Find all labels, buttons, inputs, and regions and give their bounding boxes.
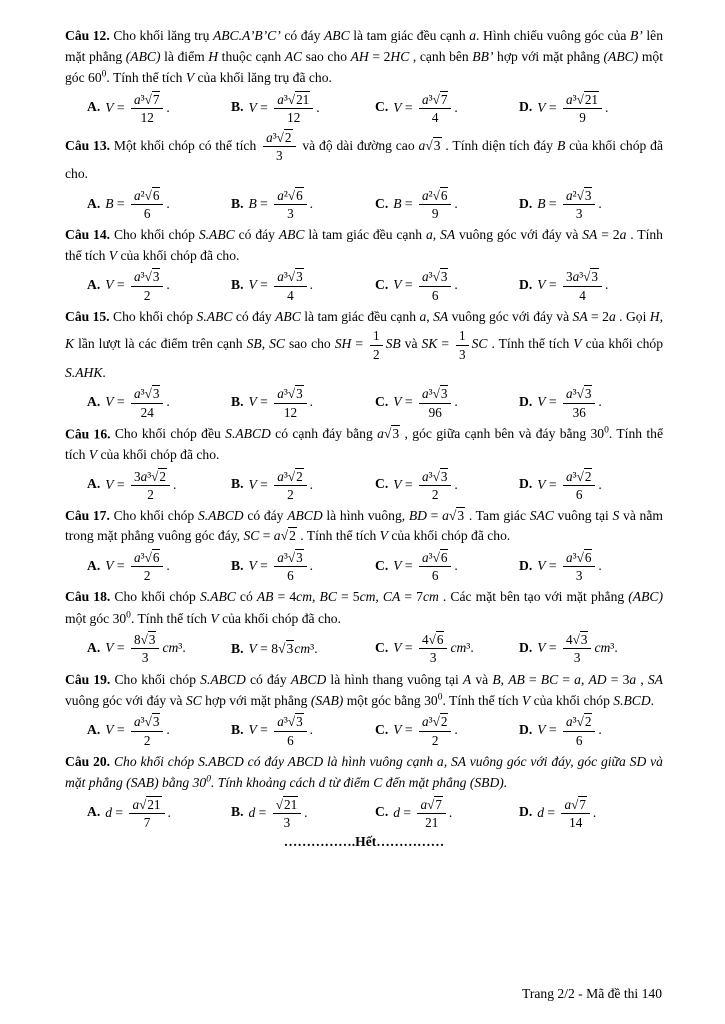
sqrt-expression: √3 <box>144 386 160 402</box>
text-run: . <box>309 277 314 293</box>
question <box>65 424 663 503</box>
answer-option <box>519 268 663 303</box>
end-marker: …………….Hết…………… <box>283 833 445 849</box>
question-number: Câu 17. <box>65 507 110 523</box>
text-run: cm³. <box>594 640 618 656</box>
option-label: B. <box>231 394 244 410</box>
question <box>65 670 663 749</box>
fraction: $\frac{\text{a²√6}}{6}$ <box>131 188 163 221</box>
text-run: V = <box>537 476 560 492</box>
fraction: $\frac{a√7}{21}$ <box>417 797 445 830</box>
option-label: A. <box>87 277 101 293</box>
sqrt-expression: √3 <box>287 714 303 730</box>
answer-option <box>87 549 231 584</box>
sqrt-expression: √2 <box>576 714 592 730</box>
answer-options <box>65 268 663 303</box>
fraction: $\frac{a√21}{7}$ <box>129 797 164 830</box>
sqrt-expression: √21 <box>576 91 598 107</box>
question-list <box>65 26 663 831</box>
sqrt-expression: √7 <box>427 796 442 812</box>
sqrt-expression: √2 <box>280 528 296 544</box>
text-run: . <box>173 476 177 492</box>
option-label: B. <box>231 195 244 211</box>
text-run: V = <box>393 640 416 656</box>
text-run: V = <box>248 476 272 492</box>
text-run: V = <box>105 394 128 410</box>
text-run: . <box>598 722 602 738</box>
text-run: . <box>598 557 602 573</box>
text-run: SB và SK = <box>385 336 454 352</box>
text-run: Cho khối chóp đều S.ABCD có cạnh đáy bằng a√3 , góc giữa cạnh bên và đáy bằng $30^0$. Tính thể tích V của khối chóp đã cho. <box>65 425 663 462</box>
answer-option <box>87 796 231 831</box>
answer-options <box>65 631 663 666</box>
option-label: C. <box>375 476 389 492</box>
answer-option <box>231 187 375 222</box>
question-body <box>65 752 663 794</box>
answer-option <box>375 549 519 584</box>
question-number: Câu 15. <box>65 308 110 324</box>
fraction: $\frac{\text{a³√3}}{24}$ <box>131 386 163 419</box>
question-body <box>65 587 663 629</box>
sqrt-expression: √3 <box>576 386 592 402</box>
text-run: V = <box>537 557 560 573</box>
fraction: $\frac{\text{a³√2}}{6}$ <box>563 714 595 747</box>
sqrt-expression: √2 <box>276 129 292 145</box>
sqrt-expression: √7 <box>144 91 160 107</box>
answer-option <box>231 713 375 748</box>
answer-option <box>519 631 663 666</box>
question <box>65 129 663 222</box>
question-number: Câu 20. <box>65 753 111 769</box>
option-label: A. <box>87 640 101 656</box>
text-run: V = <box>393 277 416 293</box>
answer-option <box>87 468 231 503</box>
text-run: V = <box>537 640 560 656</box>
question-body <box>65 307 663 384</box>
option-label: D. <box>519 476 533 492</box>
question <box>65 506 663 585</box>
answer-option <box>87 631 231 666</box>
text-run: . <box>605 277 609 293</box>
fraction: $\frac{\text{a³√3}}{36}$ <box>563 386 595 419</box>
option-label: A. <box>87 99 101 115</box>
text-run: Cho khối lăng trụ ABC.A’B’C’ có đáy ABC là tam giác đều cạnh a. Hình chiếu vuông góc của B’ lên mặt phẳng (ABC) là điểm H thuộc cạnh AC sao cho AH = 2HC , cạnh bên BB’ hợp với mặt phẳng (ABC) một góc $60^0$. Tính thể tích V của khối lăng trụ đã cho. <box>65 28 664 85</box>
fraction: $\frac{\text{3a³√2}}{2}$ <box>131 469 170 502</box>
answer-option <box>87 385 231 420</box>
text-run: B = <box>537 195 560 211</box>
text-run: . <box>309 557 314 573</box>
fraction: $\frac{\text{a³√2}}{6}$ <box>563 469 595 502</box>
text-run: Cho khối chóp S.ABC có đáy ABC là tam giác đều cạnh a, SA vuông góc với đáy và SA = 2a . Gọi H, K lần lượt là các điểm trên cạnh SB, SC sao cho SH = <box>65 308 664 352</box>
question-number: Câu 16. <box>65 426 111 442</box>
sqrt-expression: √3 <box>572 632 588 648</box>
option-label: C. <box>375 640 389 656</box>
option-label: B. <box>231 640 244 656</box>
sqrt-expression: √21 <box>287 91 310 107</box>
answer-option <box>231 268 375 303</box>
text-run: . <box>454 277 458 293</box>
answer-option <box>231 549 375 584</box>
option-label: B. <box>231 557 244 573</box>
text-run: B = <box>248 195 272 211</box>
text-run: Cho khối chóp S.ABCD có đáy ABCD là hình vuông cạnh a, SA vuông góc với đáy, góc giữa SD và mặt phẳng (SAB) bằng $30^0$. Tính khoảng cách d từ điểm C đến mặt phẳng (SBD). <box>65 753 663 790</box>
answer-option <box>231 91 375 126</box>
option-label: D. <box>519 722 533 738</box>
sqrt-expression: √6 <box>287 187 303 203</box>
text-run: V = <box>393 394 416 410</box>
fraction: $\frac{\text{a³√3}}{6}$ <box>274 550 306 583</box>
text-run: . <box>454 722 458 738</box>
text-run: SC . Tính thể tích V của khối chóp S.AHK. <box>65 336 664 380</box>
text-run: V = <box>105 476 128 492</box>
sqrt-expression: √3 <box>278 640 294 656</box>
text-run: V = <box>105 557 128 573</box>
question-number: Câu 18. <box>65 589 111 605</box>
fraction: $\frac{\text{a³√2}}{2}$ <box>274 469 306 502</box>
text-run: V = <box>105 99 128 115</box>
text-run: . <box>309 195 314 211</box>
fraction: $\frac{\text{a²√6}}{9}$ <box>419 188 451 221</box>
text-run: V = 8√3cm³. <box>248 640 318 656</box>
text-run: V = <box>248 99 272 115</box>
sqrt-expression: √3 <box>287 386 303 402</box>
fraction: $\frac{\text{a³√3}}{2}$ <box>419 469 451 502</box>
fraction: $\frac{4√6}{3}$ <box>419 632 447 665</box>
sqrt-expression: √3 <box>576 187 592 203</box>
question <box>65 587 663 666</box>
text-run: V = <box>248 557 272 573</box>
text-run: d = <box>105 804 127 820</box>
text-run: . <box>454 394 458 410</box>
answer-option <box>519 468 663 503</box>
option-label: B. <box>231 476 244 492</box>
sqrt-expression: √2 <box>151 468 166 484</box>
sqrt-expression: √6 <box>432 187 448 203</box>
option-label: C. <box>375 99 389 115</box>
question-body <box>65 225 663 266</box>
fraction: $\frac{a√7}{14}$ <box>561 797 589 830</box>
answer-option <box>519 549 663 584</box>
answer-options <box>65 91 663 126</box>
text-run: Cho khối chóp S.ABC có AB = 4cm, BC = 5cm, CA = 7cm . Các mặt bên tạo với mặt phẳng (ABC) một góc $30^0$. Tính thể tích V của khối chóp đã cho. <box>65 589 663 626</box>
fraction: $\frac{√21}{3}$ <box>273 797 301 830</box>
text-run: B = <box>105 195 128 211</box>
sqrt-expression: √21 <box>139 796 161 812</box>
sqrt-expression: √3 <box>432 386 448 402</box>
question-body <box>65 670 663 712</box>
answer-option <box>375 91 519 126</box>
fraction: $\frac{\text{a³√3}}{12}$ <box>274 386 306 419</box>
text-run: . <box>309 722 314 738</box>
question <box>65 26 663 126</box>
text-run: . <box>448 804 453 820</box>
question <box>65 307 663 421</box>
text-run: và độ dài đường cao a√3 . Tính diện tích đáy B của khối chóp đã cho. <box>65 137 663 182</box>
text-run: . <box>454 99 458 115</box>
answer-option <box>375 385 519 420</box>
text-run: Cho khối chóp S.ABC có đáy ABC là tam giác đều cạnh a, SA vuông góc với đáy và SA = 2a . Tính thể tích V của khối chóp đã cho. <box>65 227 663 263</box>
answer-option <box>375 187 519 222</box>
sqrt-expression: √3 <box>287 550 303 566</box>
option-label: D. <box>519 277 533 293</box>
fraction: $\frac{\text{a²√6}}{3}$ <box>274 188 306 221</box>
fraction: $\frac{\text{a³√3}}{2}$ <box>131 714 163 747</box>
text-run: Một khối chóp có thể tích <box>110 137 261 153</box>
text-run: Cho khối chóp S.ABCD có đáy ABCD là hình thang vuông tại A và B, AB = BC = a, AD = 3a , SA vuông góc với đáy và SC hợp với mặt phẳng (SAB) một góc bằng $30^0$. Tính thể tích V của khối chóp S.BCD. <box>65 671 663 708</box>
sqrt-expression: √3 <box>425 137 441 153</box>
text-run: . <box>605 99 609 115</box>
sqrt-expression: √3 <box>140 632 156 648</box>
sqrt-expression: √2 <box>287 468 303 484</box>
text-run: . <box>166 277 170 293</box>
answer-options <box>65 468 663 503</box>
sqrt-expression: √2 <box>432 714 448 730</box>
text-run: V = <box>537 99 560 115</box>
fraction: $\frac{\text{a³√6}}{2}$ <box>131 550 163 583</box>
question-body <box>65 424 663 466</box>
text-run: V = <box>105 722 128 738</box>
text-run: Cho khối chóp S.ABCD có đáy ABCD là hình vuông, BD = a√3 . Tam giác SAC vuông tại S và nằm trong mặt phẳng vuông góc đáy, SC = a√2 . Tính thể tích V của khối chóp đã cho. <box>65 507 663 544</box>
text-run: . <box>304 804 308 820</box>
text-run: . <box>166 394 170 410</box>
text-run: . <box>166 557 170 573</box>
text-run: . <box>309 476 314 492</box>
fraction: $\frac{\text{a³√21}}{9}$ <box>563 92 602 125</box>
answer-option <box>231 641 375 657</box>
answer-option <box>231 796 375 831</box>
option-label: C. <box>375 557 389 573</box>
option-label: D. <box>519 640 533 656</box>
sqrt-expression: √3 <box>448 507 465 523</box>
question-number: Câu 12. <box>65 28 110 43</box>
text-run: d = <box>393 804 415 820</box>
option-label: D. <box>519 99 533 115</box>
answer-option <box>519 385 663 420</box>
question-body <box>65 26 663 89</box>
text-run: d = <box>248 804 270 820</box>
answer-options <box>65 187 663 222</box>
text-run: V = <box>105 277 128 293</box>
sqrt-expression: √3 <box>287 269 303 285</box>
text-run: V = <box>393 557 416 573</box>
option-label: A. <box>87 476 101 492</box>
text-run: . <box>166 99 170 115</box>
answer-option <box>87 713 231 748</box>
sqrt-expression: √3 <box>432 468 448 484</box>
page-footer: Trang 2/2 - Mã đề thi 140 <box>522 986 662 1001</box>
text-run: V = <box>393 722 416 738</box>
fraction: $\frac{\text{3a³√3}}{4}$ <box>563 269 602 302</box>
sqrt-expression: √6 <box>144 550 160 566</box>
text-run: V = <box>537 277 560 293</box>
answer-options <box>65 713 663 748</box>
fraction: $\frac{\text{a³√3}}{96}$ <box>419 386 451 419</box>
fraction: $\frac{\text{a³√3}}{6}$ <box>274 714 306 747</box>
option-label: A. <box>87 557 101 573</box>
sqrt-expression: √6 <box>428 632 444 648</box>
option-label: C. <box>375 722 389 738</box>
text-run: B = <box>393 195 416 211</box>
question <box>65 225 663 304</box>
fraction: $\frac{\text{a³√3}}{2}$ <box>131 269 163 302</box>
option-label: A. <box>87 394 101 410</box>
fraction: $\frac{\text{a³√21}}{12}$ <box>274 92 313 125</box>
option-label: D. <box>519 557 533 573</box>
option-label: B. <box>231 722 244 738</box>
text-run: V = <box>248 394 272 410</box>
answer-options <box>65 385 663 420</box>
text-run: . <box>598 476 602 492</box>
sqrt-expression: √3 <box>432 269 448 285</box>
fraction: $\frac{1}{3}$ <box>456 328 469 361</box>
text-run: . <box>166 195 170 211</box>
answer-option <box>375 468 519 503</box>
option-label: D. <box>519 804 533 820</box>
question-body <box>65 129 663 185</box>
fraction: $\frac{\text{a³√7}}{12}$ <box>131 92 163 125</box>
answer-option <box>519 91 663 126</box>
text-run: . <box>309 394 314 410</box>
sqrt-expression: √3 <box>144 714 160 730</box>
sqrt-expression: √21 <box>275 796 298 812</box>
option-label: C. <box>375 277 389 293</box>
sqrt-expression: √7 <box>432 91 448 107</box>
answer-option <box>231 468 375 503</box>
text-run: V = <box>248 277 272 293</box>
sqrt-expression: √3 <box>383 426 400 442</box>
option-label: C. <box>375 394 389 410</box>
answer-option <box>519 796 663 831</box>
sqrt-expression: √7 <box>571 796 586 812</box>
fraction: $\frac{\text{a³√3}}{4}$ <box>274 269 306 302</box>
sqrt-expression: √2 <box>576 468 592 484</box>
answer-option <box>375 268 519 303</box>
text-run: . <box>598 394 602 410</box>
fraction: $\frac{1}{2}$ <box>370 328 383 361</box>
question-number: Câu 19. <box>65 671 111 687</box>
fraction: $\frac{\text{a³√2}}{2}$ <box>419 714 451 747</box>
text-run: . <box>166 722 170 738</box>
text-run: . <box>598 195 602 211</box>
text-run: V = <box>105 640 128 656</box>
fraction: $\frac{\text{a³√7}}{4}$ <box>419 92 451 125</box>
sqrt-expression: √6 <box>432 550 448 566</box>
text-run: . <box>454 476 458 492</box>
text-run: V = <box>537 394 560 410</box>
text-run: V = <box>393 99 416 115</box>
sqrt-expression: √3 <box>144 269 160 285</box>
answer-option <box>375 796 519 831</box>
option-label: C. <box>375 804 389 820</box>
text-run: . <box>592 804 597 820</box>
text-run: d = <box>537 804 559 820</box>
text-run: V = <box>393 476 416 492</box>
option-label: A. <box>87 195 101 211</box>
text-run: cm³. <box>450 640 474 656</box>
answer-option <box>87 91 231 126</box>
answer-option <box>375 713 519 748</box>
text-run: . <box>167 804 171 820</box>
answer-options <box>65 796 663 831</box>
text-run: . <box>316 99 320 115</box>
option-label: D. <box>519 394 533 410</box>
fraction: $\frac{\text{a³√3}}{6}$ <box>419 269 451 302</box>
answer-option <box>87 187 231 222</box>
question-body <box>65 506 663 547</box>
option-label: B. <box>231 99 244 115</box>
fraction: $\frac{8√3}{3}$ <box>131 632 159 665</box>
option-label: B. <box>231 804 244 820</box>
sqrt-expression: √6 <box>144 187 160 203</box>
fraction: $\frac{\text{a²√3}}{3}$ <box>563 188 595 221</box>
answer-options <box>65 549 663 584</box>
answer-option <box>87 268 231 303</box>
option-label: B. <box>231 277 244 293</box>
text-run: cm³. <box>162 640 186 656</box>
answer-option <box>375 631 519 666</box>
answer-option <box>519 713 663 748</box>
question-number: Câu 13. <box>65 137 111 153</box>
fraction: $\frac{4√3}{3}$ <box>563 632 591 665</box>
text-run: V = <box>248 722 272 738</box>
text-run: V = <box>537 722 560 738</box>
option-label: C. <box>375 195 389 211</box>
question <box>65 752 663 831</box>
option-label: A. <box>87 804 101 820</box>
fraction: $\frac{\text{a³√2}}{3}$ <box>263 130 295 163</box>
fraction: $\frac{\text{a³√6}}{3}$ <box>563 550 595 583</box>
sqrt-expression: √3 <box>583 269 598 285</box>
answer-option <box>519 187 663 222</box>
text-run: . <box>454 557 458 573</box>
question-number: Câu 14. <box>65 227 111 243</box>
sqrt-expression: √6 <box>576 550 592 566</box>
text-run: . <box>454 195 458 211</box>
option-label: D. <box>519 195 533 211</box>
fraction: $\frac{\text{a³√6}}{6}$ <box>419 550 451 583</box>
option-label: A. <box>87 722 101 738</box>
answer-option <box>231 385 375 420</box>
